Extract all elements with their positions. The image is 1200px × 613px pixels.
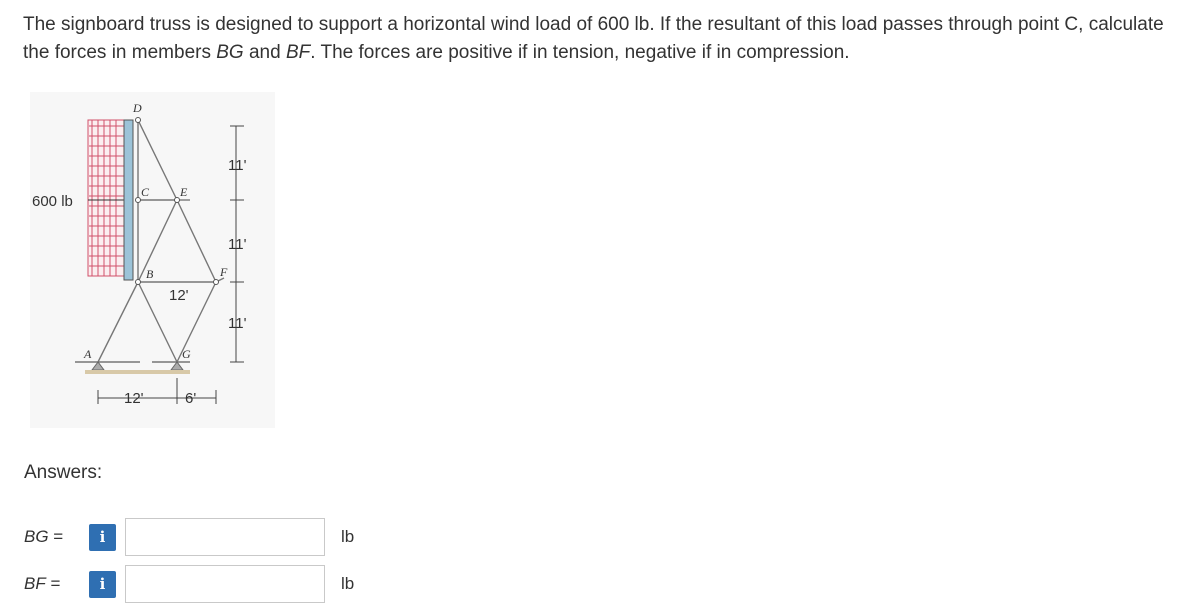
dim-v3: 11' — [228, 315, 247, 332]
point-label-a: A — [84, 347, 92, 361]
dim-h1: 12' — [124, 390, 144, 407]
info-icon[interactable]: i — [89, 571, 116, 598]
unit-label-bg: lb — [341, 527, 355, 546]
member-bg-ref: BG — [216, 42, 244, 63]
truss-figure — [30, 92, 275, 428]
member-bf-ref: BF — [285, 42, 311, 63]
bg-answer-input[interactable] — [125, 518, 325, 556]
wind-load-arrows — [88, 120, 126, 276]
dim-h2: 6' — [185, 390, 197, 407]
question-text: The signboard truss is designed to support a horizontal wind load of 600 lb. If the resultant of this load passes through point C, calculate the forces in members BG and BF. The forces are positive if in tension, negative if in compression. — [23, 14, 1164, 63]
dim-v1: 11' — [228, 157, 247, 174]
signboard — [124, 120, 133, 280]
point-label-b: B — [146, 267, 154, 281]
var-label-bf: BF = — [24, 574, 61, 593]
point-label-g: G — [182, 347, 191, 361]
answer-row-bf — [24, 564, 354, 604]
point-label-e: E — [180, 185, 188, 199]
answers-heading: Answers: — [24, 462, 103, 483]
point-label-f: F — [220, 265, 228, 279]
point-label-d: D — [133, 101, 142, 115]
answer-row-bg — [24, 517, 354, 557]
load-label: 600 lb — [32, 193, 73, 210]
info-icon[interactable]: i — [89, 524, 116, 551]
dim-v2: 11' — [228, 236, 247, 253]
unit-label-bf: lb — [341, 574, 355, 593]
var-label-bg: BG = — [24, 527, 64, 546]
point-label-c: C — [141, 185, 150, 199]
bf-answer-input[interactable] — [125, 565, 325, 603]
dim-diag: 12' — [169, 287, 189, 304]
